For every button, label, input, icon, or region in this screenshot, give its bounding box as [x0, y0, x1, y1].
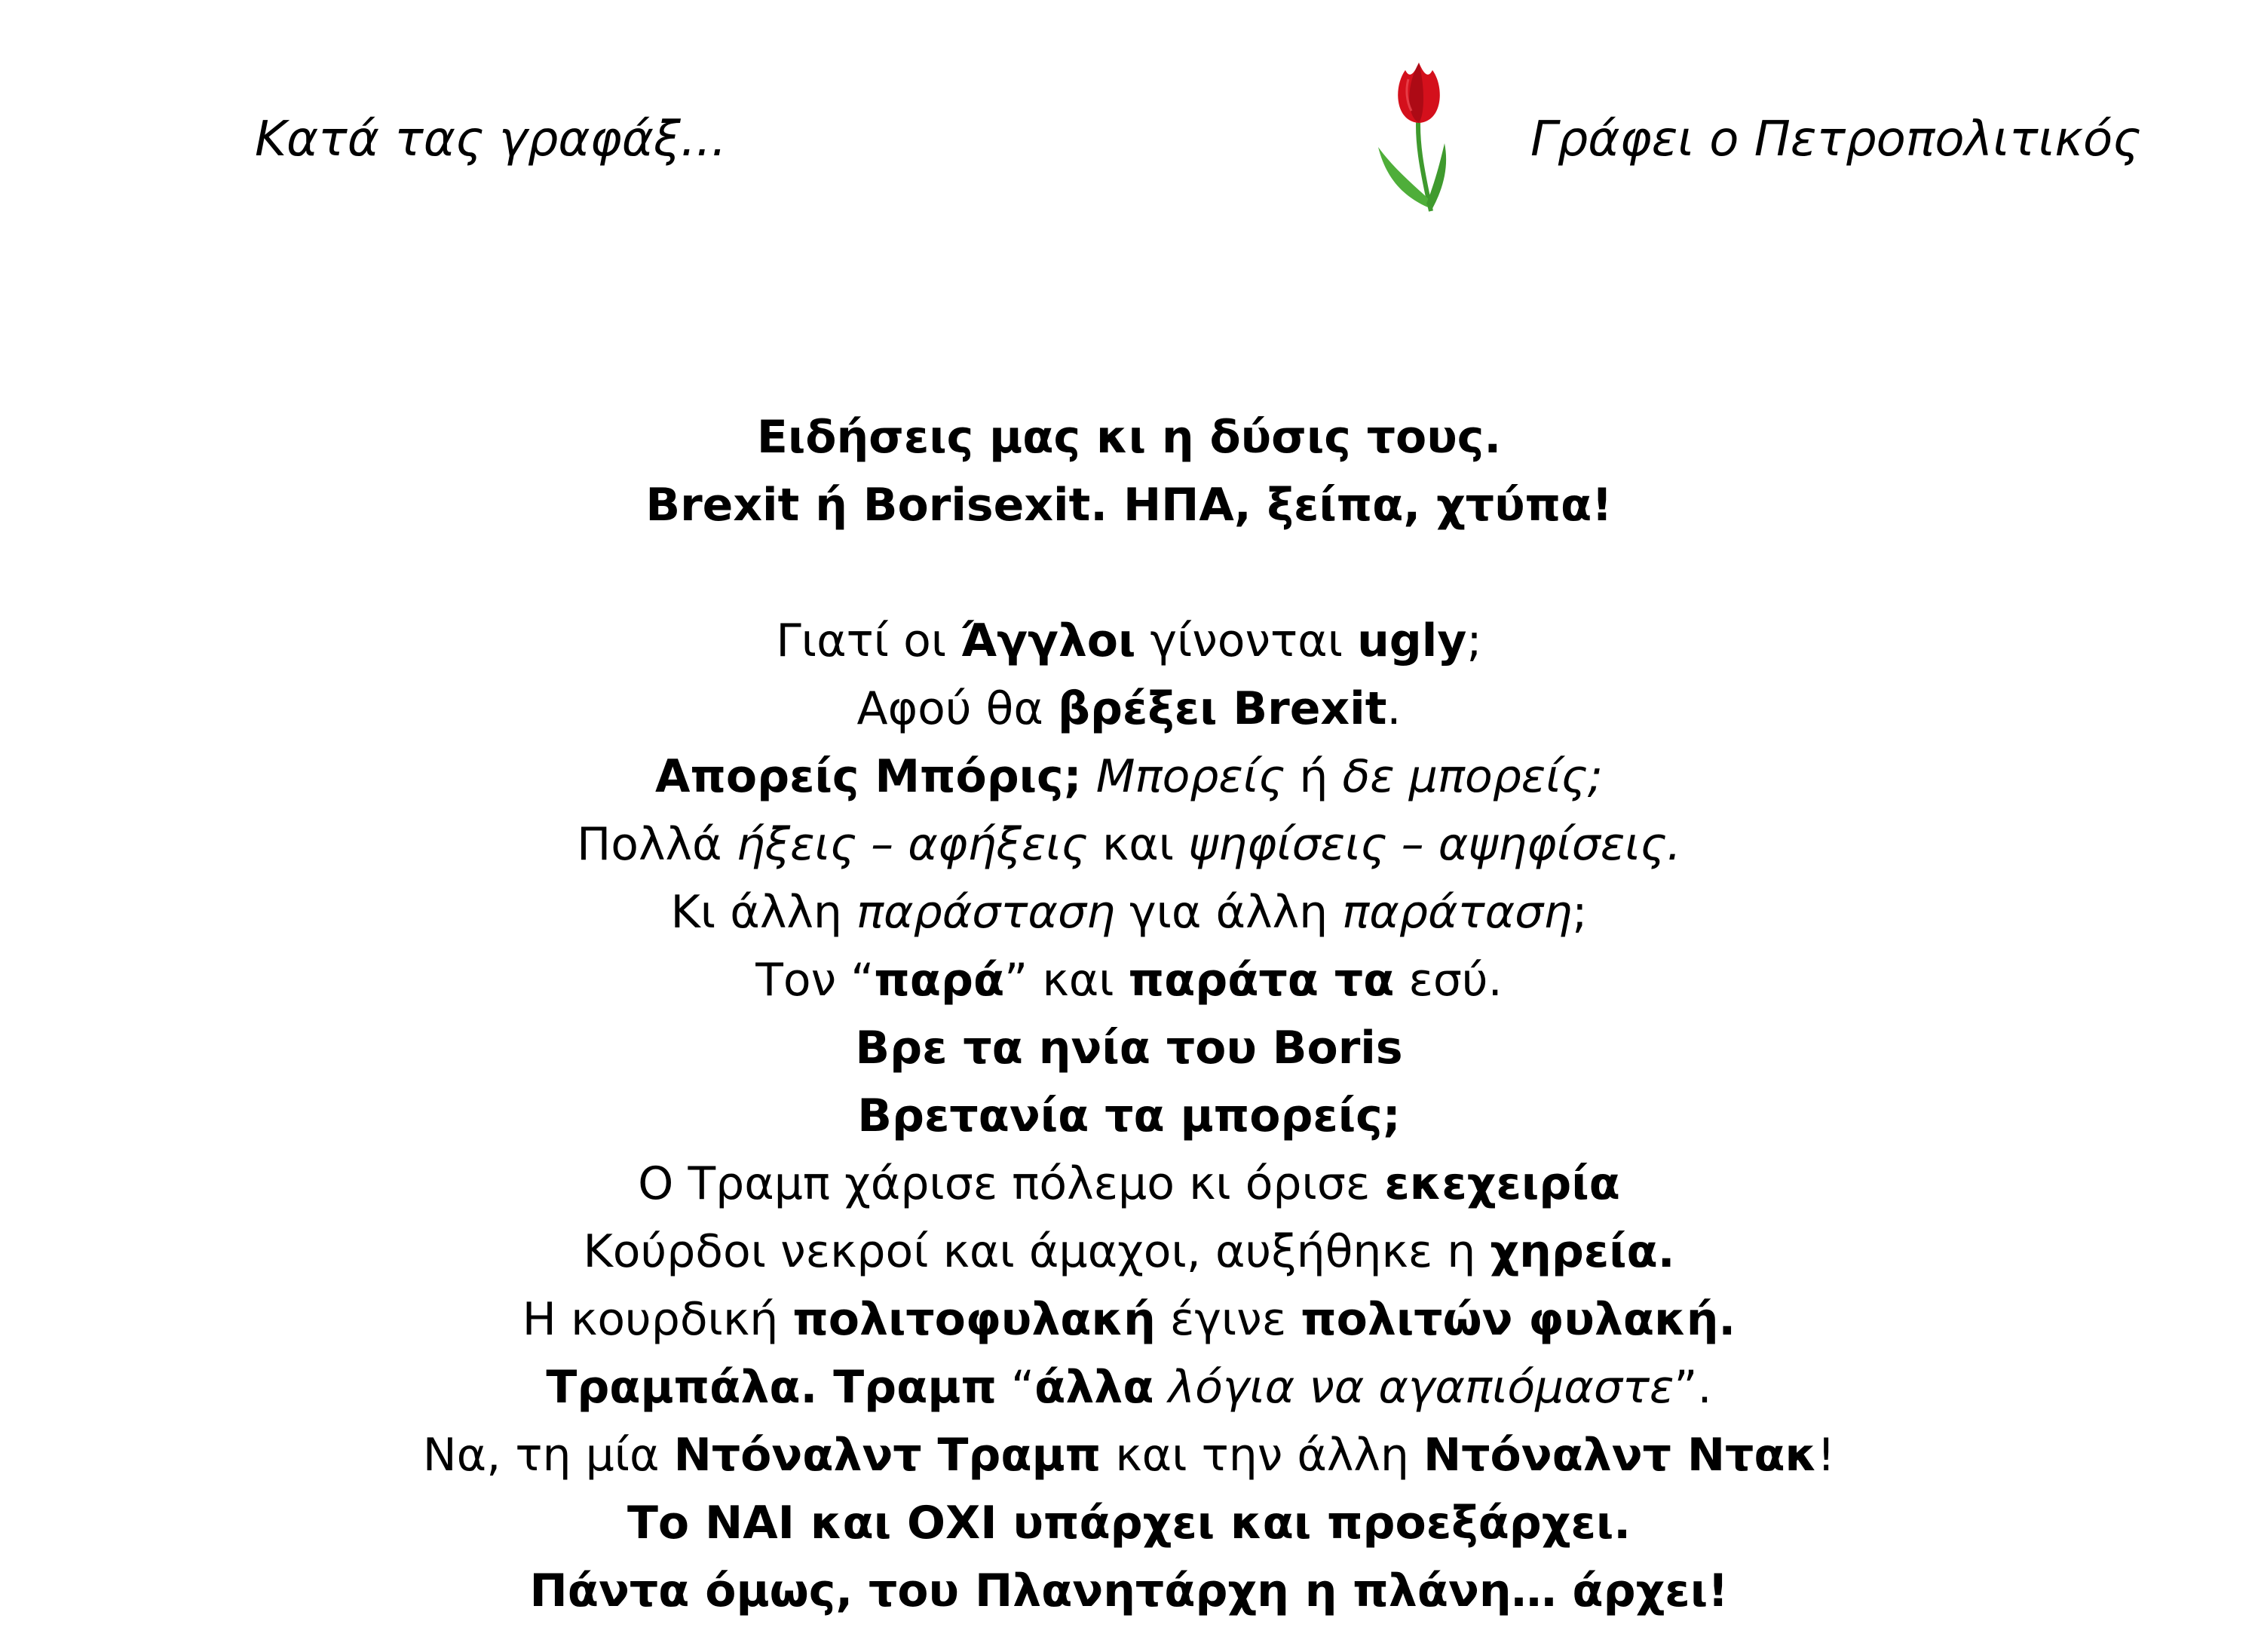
poem-segment: Ντόναλντ Τραμπ	[673, 1429, 1101, 1482]
poem-segment: Ο Τραμπ χάρισε πόλεμο κι όρισε	[638, 1157, 1385, 1210]
poem-segment: εσύ.	[1394, 954, 1503, 1007]
poem-segment: Απορείς Μπόρις;	[655, 750, 1082, 803]
poem-segment: εκεχειρία	[1384, 1157, 1620, 1210]
poem-line	[0, 675, 2258, 743]
poem-segment: γίνονται	[1135, 615, 1358, 667]
poem-segment: ”.	[1674, 1361, 1712, 1414]
poem-segment: λόγια να αγαπιόμαστε	[1168, 1361, 1674, 1414]
poem-title-line-1: Ειδήσεις μας κι η δύσις τους.	[756, 411, 1502, 464]
poem-line	[0, 946, 2258, 1014]
poem-segment: Πάντα όμως, του Πλανητάρχη η πλάνη… άρχει!	[529, 1565, 1729, 1617]
poem-segment: Κι άλλη	[670, 886, 856, 939]
poem-segment	[1154, 1361, 1168, 1414]
poem-segment: παρά	[874, 954, 1005, 1007]
poem-line	[0, 1286, 2258, 1353]
blank-line	[0, 539, 2258, 607]
poem-line	[0, 1489, 2258, 1557]
poem-segment: Βρε τα ηνία του Boris	[855, 1022, 1403, 1074]
poem-line	[0, 743, 2258, 811]
tulip-icon	[1372, 57, 1463, 215]
poem-segment: ή	[1285, 750, 1343, 803]
poem-segment: Γιατί οι	[776, 615, 961, 667]
poem-line	[0, 1014, 2258, 1082]
poem-segment: Πολλά	[577, 818, 737, 871]
poem-segment: Τραμπάλα. Τραμπ	[546, 1361, 997, 1414]
poem-segment: Το ΝΑΙ και ΟΧΙ υπάρχει και προεξάρχει.	[627, 1497, 1631, 1549]
poem-segment: παράταση	[1342, 886, 1573, 939]
poem-segment: !	[1817, 1429, 1836, 1482]
poem-line	[0, 1218, 2258, 1286]
header-left-text: Κατά τας γραφάξ...	[255, 112, 727, 167]
poem-segment: Η κουρδική	[522, 1293, 793, 1346]
header-right-text: Γράφει ο Πετροπολιτικός	[1530, 112, 2141, 167]
poem-title-line-2: Brexit ή Borisexit. ΗΠΑ, ξείπα, χτύπα!	[645, 479, 1613, 532]
poem-segment: και την άλλη	[1101, 1429, 1423, 1482]
poem-segment: Τον “	[755, 954, 875, 1007]
poem-segment: πολιτοφυλακή	[792, 1293, 1156, 1346]
poem-segment: πολιτών φυλακή.	[1301, 1293, 1736, 1346]
poem-segment: ;	[1466, 615, 1482, 667]
poem-segment: για άλλη	[1115, 886, 1343, 939]
poem-segment: παράτα τα	[1128, 954, 1395, 1007]
poem-segment: ήξεις – αφήξεις	[736, 818, 1088, 871]
poem-segment: .	[1386, 682, 1402, 735]
poem-segment: βρέξει Brexit	[1058, 682, 1387, 735]
poem-body	[0, 607, 2258, 1625]
poem-segment: άλλα	[1034, 1361, 1154, 1414]
poem-segment: ;	[1572, 886, 1588, 939]
poem	[0, 403, 2258, 1625]
poem-segment: Ντόναλντ Ντακ	[1423, 1429, 1818, 1482]
poem-line	[0, 1150, 2258, 1218]
poem-line	[0, 1082, 2258, 1150]
poem-segment: έγινε	[1155, 1293, 1301, 1346]
poem-segment: δε μπορείς;	[1342, 750, 1603, 803]
poem-segment: ugly	[1357, 615, 1467, 667]
poem-segment: και	[1087, 818, 1189, 871]
poem-segment: παράσταση	[856, 886, 1116, 939]
poem-line	[0, 607, 2258, 675]
poem-segment: Κούρδοι νεκροί και άμαχοι, αυξήθηκε η	[583, 1225, 1491, 1278]
poem-segment: Βρετανία τα μπορείς;	[857, 1090, 1401, 1142]
poem-segment	[1082, 750, 1096, 803]
poem-segment: Άγγλοι	[960, 615, 1136, 667]
poem-segment: χηρεία.	[1490, 1225, 1675, 1278]
poem-line	[0, 1421, 2258, 1489]
poem-segment: Μπορείς	[1095, 750, 1285, 803]
poem-segment: ψηφίσεις – αψηφίσεις.	[1188, 818, 1681, 871]
poem-segment: Αφού θα	[856, 682, 1058, 735]
poem-line	[0, 878, 2258, 946]
poem-line	[0, 1557, 2258, 1625]
poem-segment: ” και	[1004, 954, 1129, 1007]
poem-line	[0, 1353, 2258, 1421]
poem-segment: “	[996, 1361, 1035, 1414]
poem-segment: Να, τη μία	[422, 1429, 674, 1482]
poem-line	[0, 811, 2258, 878]
